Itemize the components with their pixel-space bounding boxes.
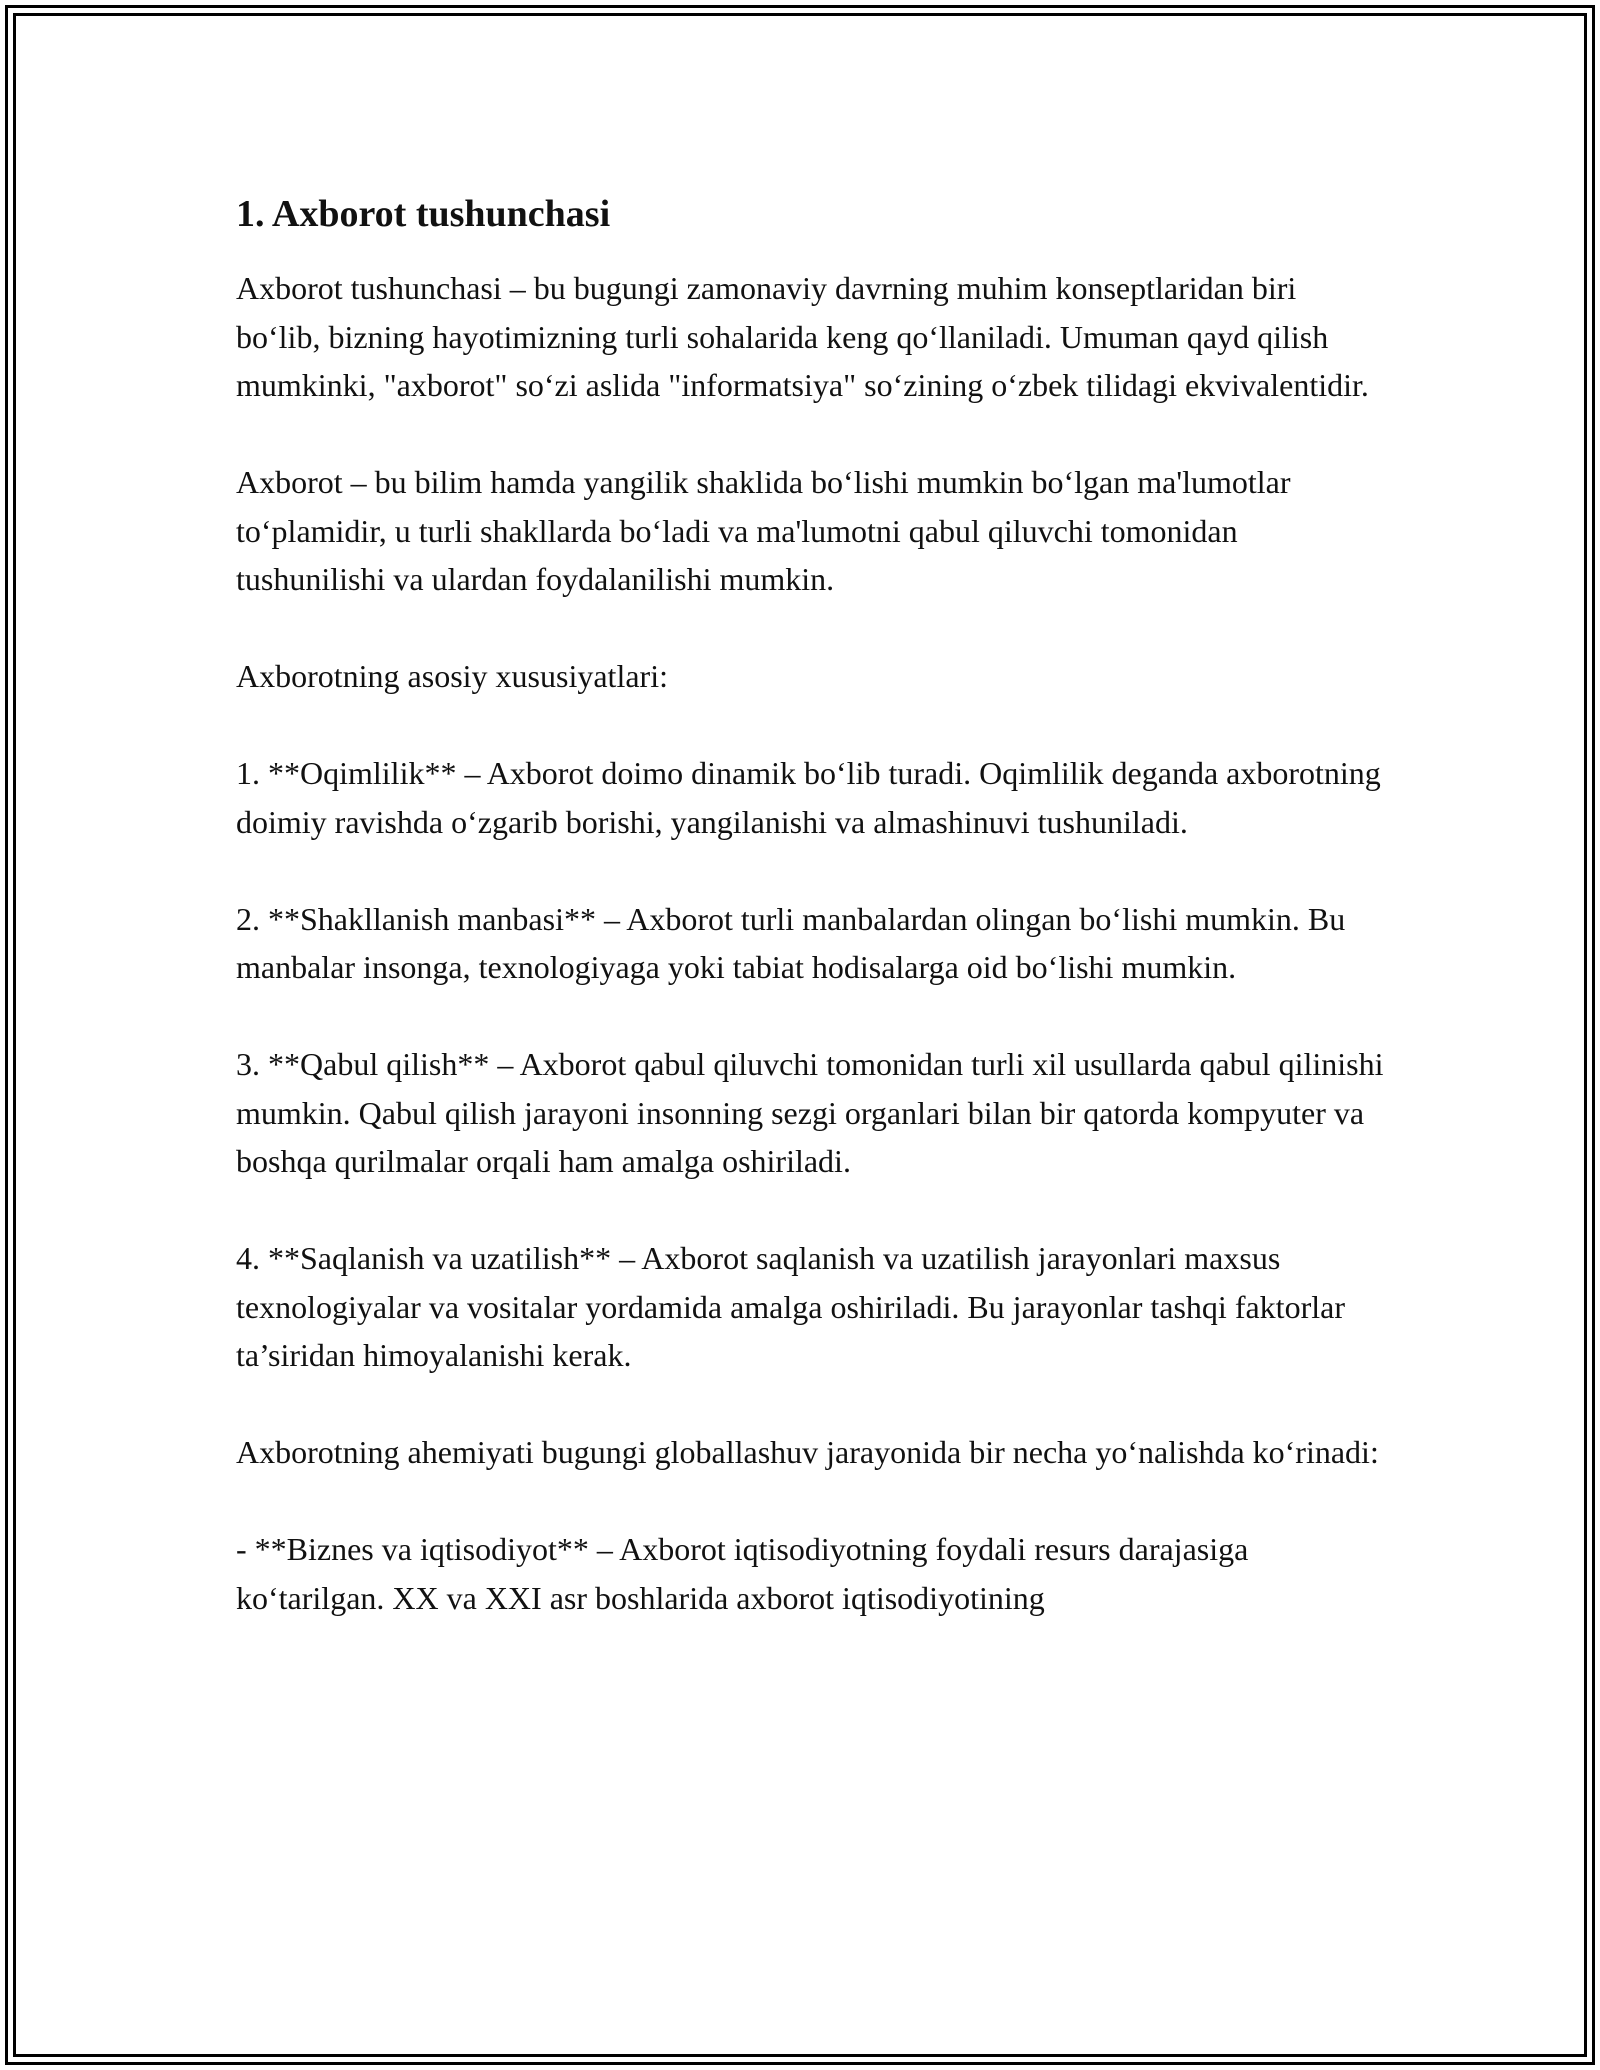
paragraph-properties-intro: Axborotning asosiy xususiyatlari: bbox=[236, 658, 668, 694]
paragraph-intro: Axborot tushunchasi – bu bugungi zamonaviy davrning muhim konseptlaridan biri bo‘lib, bizning hayotimizning turli sohalarida keng qo‘llaniladi. Umuman qayd qilish mumkinki, "axborot" so‘zi aslida "informatsiya" so‘zining o‘zbek tilidagi ekvivalentidir. bbox=[236, 270, 1369, 403]
document-body bbox=[236, 186, 1386, 1671]
list-item-shakllanish-manbasi: 2. **Shakllanish manbasi** – Axborot turli manbalardan olingan bo‘lishi mumkin. Bu manbalar insonga, texnologiyaga yoki tabiat hodisalarga oid bo‘lishi mumkin. bbox=[236, 900, 1346, 985]
list-item-saqlanish-uzatilish: 4. **Saqlanish va uzatilish** – Axborot saqlanish va uzatilish jarayonlari maxsus texnologiyalar va vositalar yordamida amalga oshiriladi. Bu jarayonlar tashqi faktorlar ta’siridan himoyalanishi kerak. bbox=[236, 1240, 1345, 1373]
paragraph-importance-intro: Axborotning ahemiyati bugungi globallashuv jarayonida bir necha yo‘nalishda ko‘rinadi: bbox=[236, 1434, 1379, 1470]
list-item-qabul-qilish: 3. **Qabul qilish** – Axborot qabul qiluvchi tomonidan turli xil usullarda qabul qilinishi mumkin. Qabul qilish jarayoni insonning sezgi organlari bilan bir qatorda kompyuter va boshqa qurilmalar orqali ham amalga oshiriladi. bbox=[236, 1046, 1384, 1179]
list-item-oqimlilik: 1. **Oqimlilik** – Axborot doimo dinamik bo‘lib turadi. Oqimlilik deganda axborotning doimiy ravishda o‘zgarib borishi, yangilanishi va almashinuvi tushuniladi. bbox=[236, 755, 1381, 840]
section-heading: 1. Axborot tushunchasi bbox=[236, 193, 611, 235]
paragraph-definition: Axborot – bu bilim hamda yangilik shaklida bo‘lishi mumkin bo‘lgan ma'lumotlar to‘plamidir, u turli shakllarda bo‘ladi va ma'lumotni qabul qiluvchi tomonidan tushunilishi va ulardan foydalanilishi mumkin. bbox=[236, 464, 1291, 597]
list-item-biznes-iqtisodiyot: - **Biznes va iqtisodiyot** – Axborot iqtisodiyotning foydali resurs darajasiga ko‘tarilgan. XX va XXI asr boshlarida axborot iqtisodiyotining bbox=[236, 1531, 1249, 1616]
